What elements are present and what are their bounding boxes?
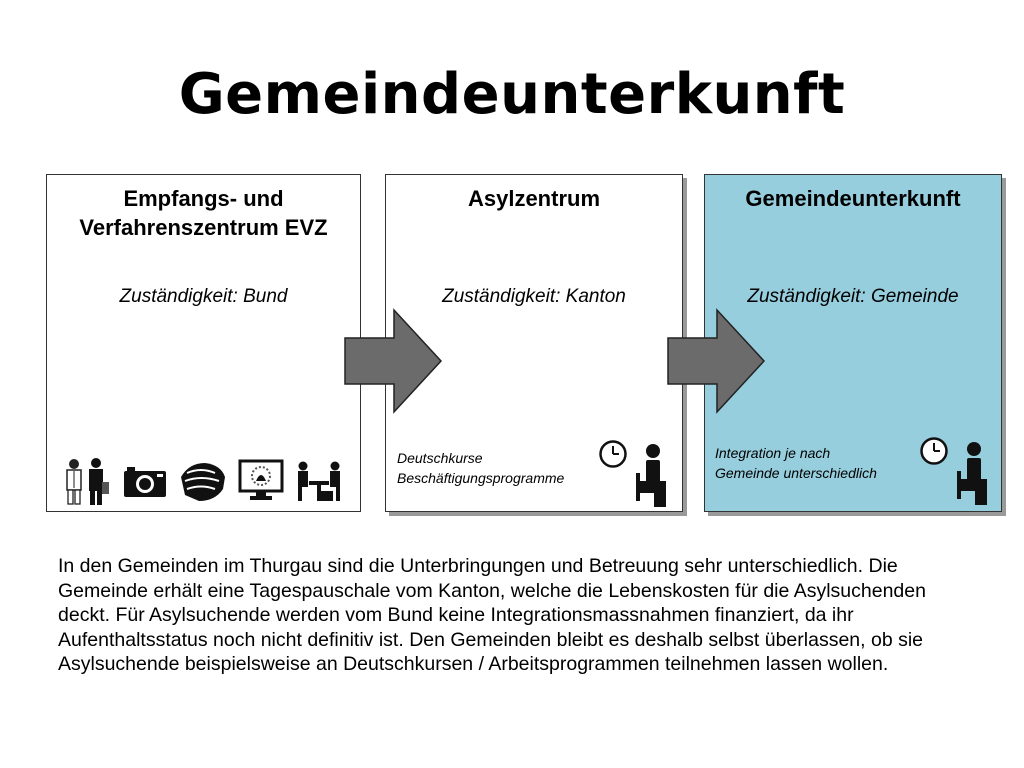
clock-icon bbox=[919, 436, 949, 466]
box-evz-title-line2: Verfahrenszentrum EVZ bbox=[79, 215, 328, 240]
seated-person-icon bbox=[632, 443, 670, 509]
description-paragraph: In den Gemeinden im Thurgau sind die Unterbringungen und Betreuung sehr unterschiedlich. Die Gemeinde erhält eine Tagespauschale vom Kanton, welche die Lebenskosten für die Asylsuchenden deckt. Für Asylsuchende werden vom Bund keine Integrationsmassnahmen finanziert, da ihr Aufenthaltsstatus noch nicht definitiv ist. Den Gemeinden bleibt es deshalb selbst überlassen, ob sie Asylsuchende beispielsweise an Deutschkursen / Arbeitsprogrammen teilnehmen lassen wollen. bbox=[58, 555, 926, 676]
box-evz-title bbox=[47, 184, 360, 242]
box-evz-title-line1: Empfangs- und bbox=[123, 186, 284, 211]
clock-icon bbox=[598, 439, 628, 469]
box-gemeindeunterkunft-note-line1: Integration je nach bbox=[715, 445, 831, 461]
box-asylzentrum-note bbox=[397, 448, 564, 488]
seated-person-icon bbox=[953, 441, 991, 507]
eu-computer-icon bbox=[238, 459, 284, 501]
arrow-asylzentrum-to-gemeinde bbox=[667, 308, 767, 414]
arrow-evz-to-asylzentrum bbox=[344, 308, 444, 414]
box-asylzentrum-responsibility: Zuständigkeit: Kanton bbox=[442, 286, 626, 307]
box-evz bbox=[46, 174, 361, 512]
box-asylzentrum-title: Asylzentrum bbox=[467, 186, 601, 211]
box-gemeindeunterkunft-responsibility: Zuständigkeit: Gemeinde bbox=[747, 286, 959, 307]
camera-icon bbox=[123, 465, 167, 499]
fingerprint-hand-icon bbox=[177, 459, 229, 503]
doctor-and-person-icon bbox=[61, 458, 111, 506]
box-evz-responsibility: Zuständigkeit: Bund bbox=[119, 286, 288, 307]
box-gemeindeunterkunft-note bbox=[715, 443, 877, 483]
box-gemeindeunterkunft-title: Gemeindeunterkunft bbox=[745, 186, 961, 211]
interview-table-icon bbox=[295, 461, 343, 503]
page-title: Gemeindeunterkunft bbox=[178, 62, 846, 127]
box-asylzentrum-note-line2: Beschäftigungsprogramme bbox=[397, 470, 565, 486]
box-asylzentrum-note-line1: Deutschkurse bbox=[397, 450, 483, 466]
box-gemeindeunterkunft-note-line2: Gemeinde unterschiedlich bbox=[715, 465, 877, 481]
